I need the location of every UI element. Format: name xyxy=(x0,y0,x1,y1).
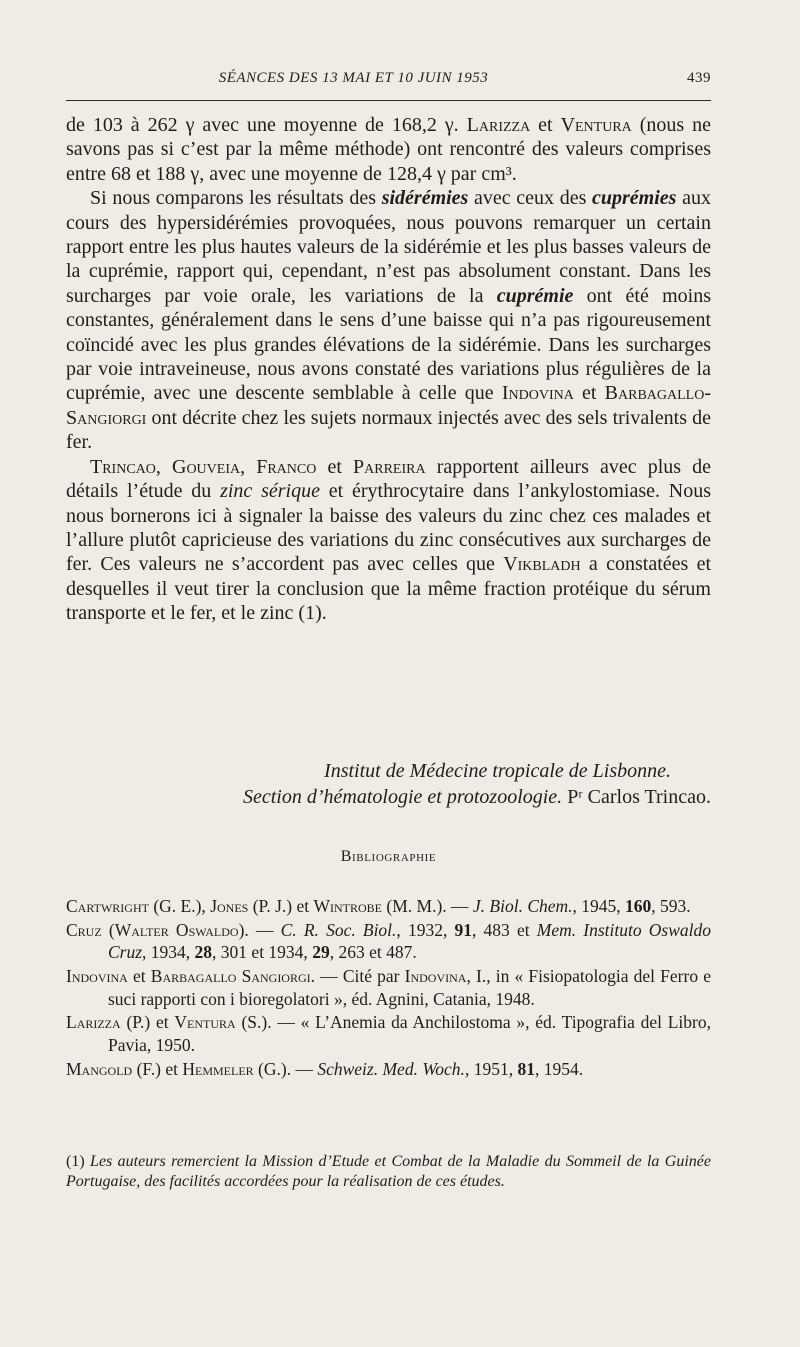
signature-block xyxy=(66,758,711,810)
author-name: Parreira xyxy=(353,455,426,478)
paragraph-2: Si nous comparons les résultats des sidérémies avec ceux des cuprémies aux cours des hypersidérémies provoquées, nous pouvons remarquer un certain rapport entre les plus hautes valeurs de la sidérémie et les plus basses valeurs de la cuprémie, rapport qui, cependant, n’est pas absolument constant. Dans les surcharges par voie orale, les variations de la cuprémie ont été moins constantes, généralement dans le sens d’une baisse qui n’a pas rigoureusement coïncidé avec les plus grandes élévations de la sidérémie. Dans les surcharges par voie intraveineuse, nous avons constaté des variations plus régulières de la cuprémie, avec une descente semblable à celle que Indovina et Barbagallo-Sangiorgi ont décrite chez les sujets normaux injectés avec des sels trivalents de fer. xyxy=(66,187,711,454)
emphasis: cuprémie xyxy=(496,284,574,307)
bibliography-entry: Cruz (Walter Oswaldo). — C. R. Soc. Biol., 1932, 91, 483 et Mem. Instituto Oswaldo Cruz, 1934, 28, 301 et 1934, 29, 263 et 487. xyxy=(66,919,712,963)
emphasis: sidérémies xyxy=(381,187,469,210)
author-name: Ventura xyxy=(560,114,632,136)
bibliography-entry: Indovina et Barbagallo Sangiorgi. — Cité par Indovina, I., in « Fisiopatologia del Ferro e suci rapporti con i bioregolatori », éd. Agnini, Catania, 1948. xyxy=(66,966,712,1009)
institution-line: Institut de Médecine tropicale de Lisbonne. xyxy=(324,760,671,782)
signatory-name: Carlos Trincao. xyxy=(587,786,711,808)
footnote-mark: (1) xyxy=(66,1153,85,1170)
paragraph-3: Trincao, Gouveia, Franco et Parreira rapportent ailleurs avec plus de détails l’étude du zinc sérique et érythrocytaire dans l’ankylostomiase. Nous nous bornerons ici à signaler la baisse des valeurs du zinc chez ces malades et l’allure plutôt capricieuse des variations du zinc consécutives aux surcharges de fer. Ces valeurs ne s’accordent pas avec celles que Vikbladh a constatées et desquelles il veut tirer la conclusion que la même fraction protéique du sérum transporte et le fer, et le zinc (1). xyxy=(66,455,712,625)
page-number: 439 xyxy=(687,70,711,86)
bibliography-entry: Larizza (P.) et Ventura (S.). — « L’Anemia da Anchilostoma », éd. Tipografia del Libro, Pavia, 1950. xyxy=(66,1012,711,1055)
author-name: Franco xyxy=(256,455,317,478)
running-title: SÉANCES DES 13 MAI ET 10 JUIN 1953 xyxy=(218,70,489,86)
author-name: Gouveia xyxy=(172,455,241,478)
author-name: Trincao xyxy=(90,455,156,478)
bibliography-entry: Cartwright (G. E.), Jones (P. J.) et Wintrobe (M. M.). — J. Biol. Chem., 1945, 160, 593. xyxy=(66,896,691,916)
bibliography-list xyxy=(66,895,711,1081)
author-name: Barbagallo-Sangiorgi xyxy=(66,382,711,429)
bibliography-entry: Mangold (F.) et Hemmeler (G.). — Schweiz. Med. Woch., 1951, 81, 1954. xyxy=(66,1058,584,1079)
author-name: Larizza xyxy=(466,114,531,136)
paragraph-1: de 103 à 262 γ avec une moyenne de 168,2 γ. Larizza et Ventura (nous ne savons pas si c’est par la même méthode) ont rencontré des valeurs comprises entre 68 et 188 γ, avec une moyenne de 128,4 γ par cm³. xyxy=(66,114,712,185)
author-name: Indovina xyxy=(501,382,574,405)
section-line: Section d’hématologie et protozoologie. Pʳ Carlos Trincao. xyxy=(242,786,711,808)
body-text xyxy=(66,113,711,626)
bibliography-heading: Bibliographie xyxy=(340,848,437,865)
emphasis: cuprémies xyxy=(592,187,677,210)
footnote-text: Les auteurs remercient la Mission d’Etude et Combat de la Maladie du Sommeil de la Guinée Portugaise, des facilités accordées pour la réalisation de ces études. xyxy=(66,1153,711,1190)
author-name: Vikbladh xyxy=(503,553,581,576)
emphasis: zinc sérique xyxy=(220,480,320,503)
header-rule xyxy=(66,100,711,101)
footnote xyxy=(66,1152,711,1192)
